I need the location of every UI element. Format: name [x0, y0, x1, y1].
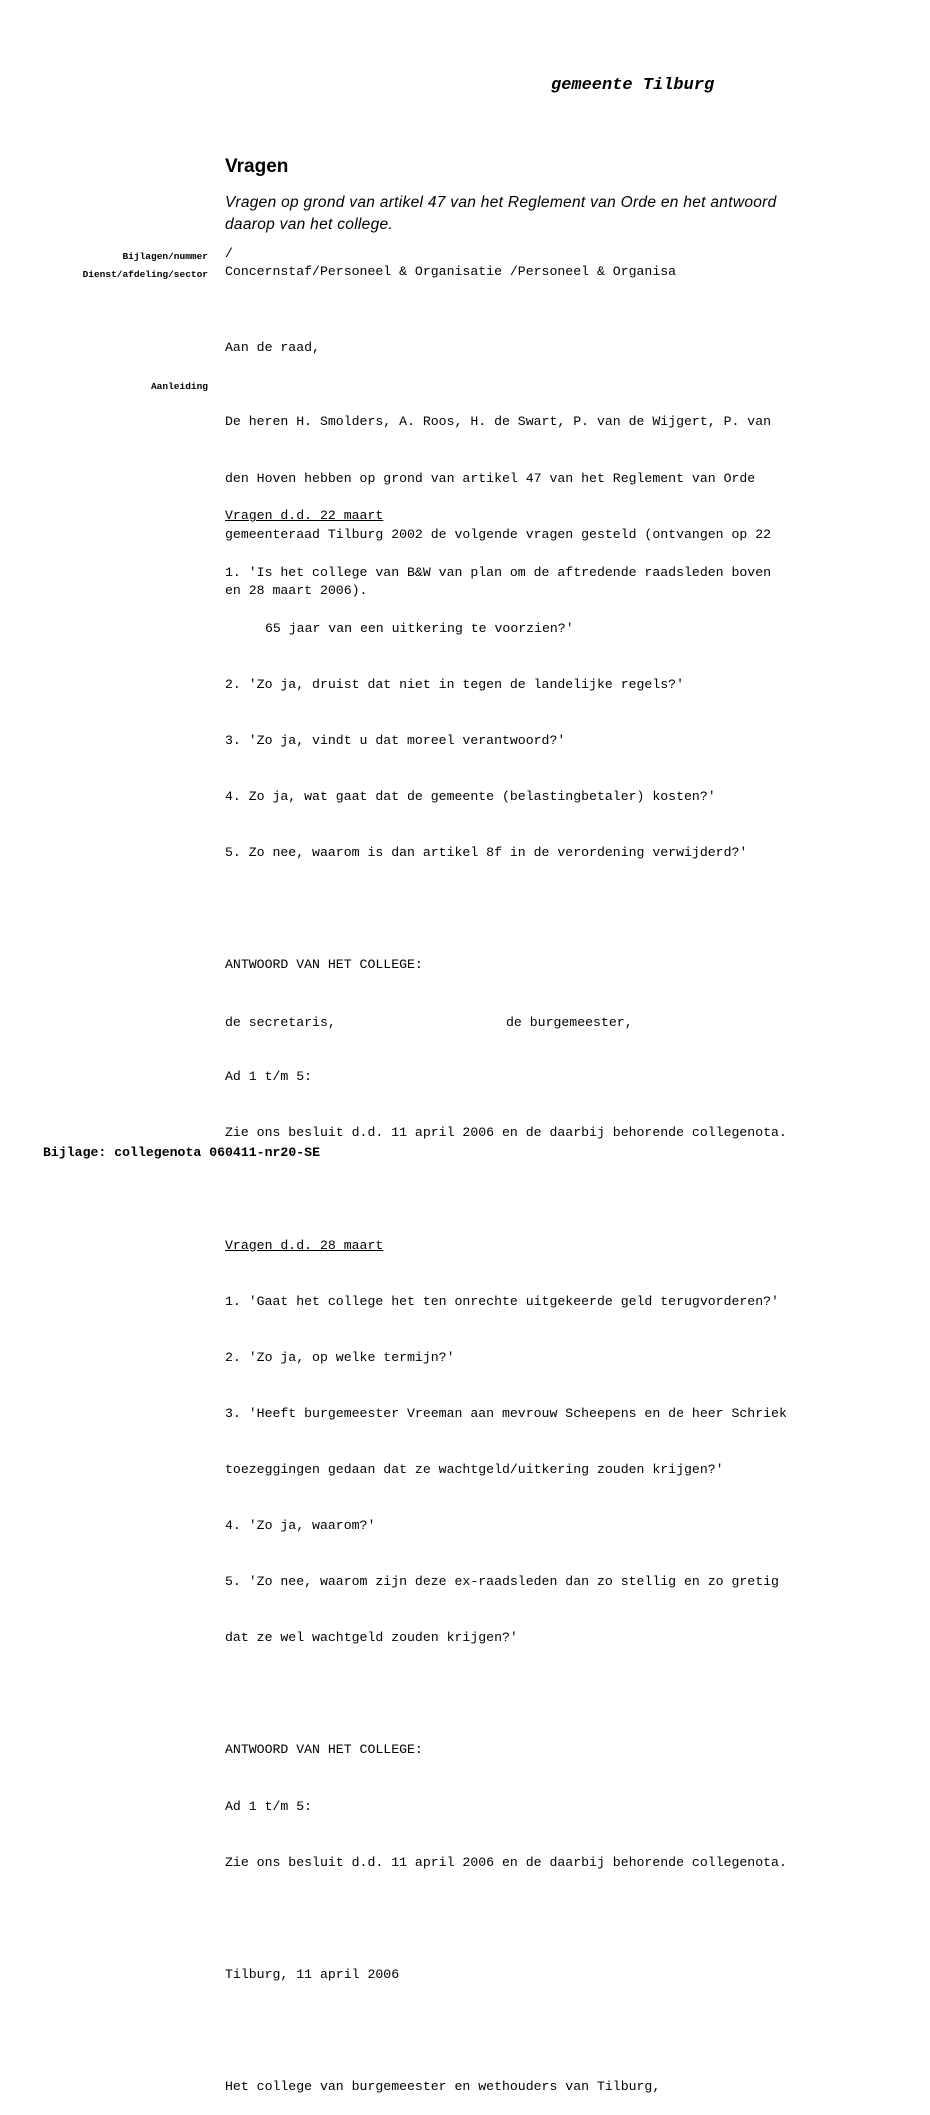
question: 1. 'Gaat het college het ten onrechte uitgekeerde geld terugvorderen?' [225, 1293, 779, 1309]
document-subtitle: Vragen op grond van artikel 47 van het Reglement van Orde en het antwoord daarop van het college. [225, 194, 777, 233]
dienst-label: Dienst/afdeling/sector [82, 269, 208, 280]
bijlagen-label: Bijlagen/nummer [122, 251, 208, 262]
question: 4. 'Zo ja, waarom?' [225, 1518, 376, 1534]
organization-name: gemeente Tilburg [551, 76, 715, 95]
burgemeester-label: de burgemeester, [506, 1015, 633, 1030]
aanleiding-label: Aanleiding [150, 381, 208, 392]
question-continuation: toezeggingen gedaan dat ze wachtgeld/uitkering zouden krijgen?' [225, 1462, 724, 1477]
document-title: Vragen [225, 156, 289, 177]
aanleiding-line: en 28 maart 2006). [225, 582, 368, 598]
question: 3. 'Heeft burgemeester Vreeman aan mevrouw Scheepens en de heer Schriek [225, 1405, 787, 1421]
question: 5. Zo nee, waarom is dan artikel 8f in de verordening verwijderd?' [225, 844, 748, 860]
secretaris-label: de secretaris, [225, 1015, 336, 1030]
question: 3. 'Zo ja, vindt u dat moreel verantwoord?' [225, 732, 566, 748]
answer-text: Zie ons besluit d.d. 11 april 2006 en de daarbij behorende collegenota. [225, 1854, 787, 1870]
question: 2. 'Zo ja, op welke termijn?' [225, 1349, 455, 1365]
question-continuation: dat ze wel wachtgeld zouden krijgen?' [225, 1630, 518, 1646]
dienst-value: Concernstaf/Personeel & Organisatie /Personeel & Organisa [225, 264, 677, 279]
question: 2. 'Zo ja, druist dat niet in tegen de landelijke regels?' [225, 676, 684, 692]
place-date: Tilburg, 11 april 2006 [225, 1966, 400, 1982]
question: 4. Zo ja, wat gaat dat de gemeente (belastingbetaler) kosten?' [225, 788, 716, 804]
bijlagen-value: / [225, 246, 233, 261]
question: 5. 'Zo nee, waarom zijn deze ex-raadsleden dan zo stellig en zo gretig [225, 1574, 779, 1590]
question: 1. 'Is het college van B&W van plan om de aftredende raadsleden boven [225, 564, 772, 580]
answer-heading: ANTWOORD VAN HET COLLEGE: [225, 957, 423, 973]
aanleiding-line: den Hoven hebben op grond van artikel 47 van het Reglement van Orde [225, 470, 756, 486]
college-signature: Het college van burgemeester en wethouders van Tilburg, [225, 2079, 661, 2095]
section-heading: Vragen d.d. 22 maart [225, 508, 384, 524]
attachment-note: Bijlage: collegenota 060411-nr20-SE [43, 1145, 320, 1160]
section-22-maart [225, 470, 787, 2115]
aanleiding-line: De heren H. Smolders, A. Roos, H. de Swart, P. van de Wijgert, P. van [225, 414, 772, 430]
answer-ref: Ad 1 t/m 5: [225, 1069, 313, 1085]
answer-text: Zie ons besluit d.d. 11 april 2006 en de daarbij behorende collegenota. [225, 1125, 787, 1141]
section-heading: Vragen d.d. 28 maart [225, 1237, 384, 1253]
answer-heading: ANTWOORD VAN HET COLLEGE: [225, 1742, 423, 1758]
question-continuation: 65 jaar van een uitkering te voorzien?' [265, 620, 574, 636]
salutation: Aan de raad, [225, 340, 320, 355]
aanleiding-line: gemeenteraad Tilburg 2002 de volgende vragen gesteld (ontvangen op 22 [225, 526, 772, 542]
answer-ref: Ad 1 t/m 5: [225, 1798, 313, 1814]
